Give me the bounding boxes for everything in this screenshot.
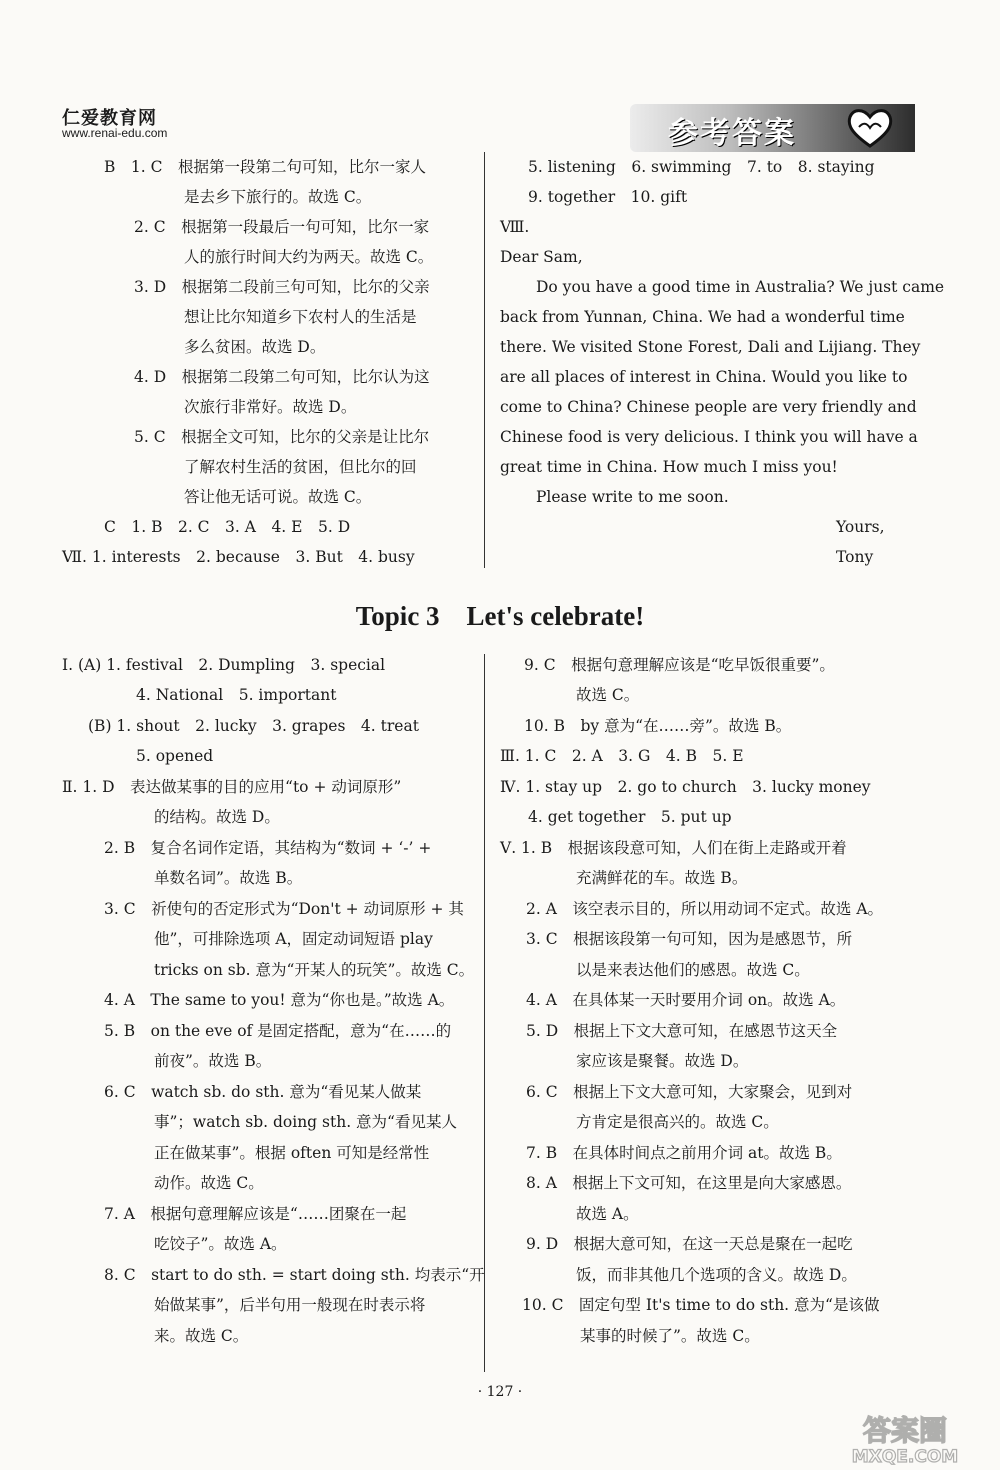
answer-line: 3. C 根据该段第一句可知，因为是感恩节，所	[526, 930, 853, 948]
answer-line: 2. C 根据第一段最后一句可知，比尔一家	[134, 218, 430, 236]
answer-line: 5. B on the eve of 是固定搭配，意为“在……的	[104, 1022, 452, 1040]
answer-line: Ⅲ. 1. C 2. A 3. G 4. B 5. E	[500, 747, 744, 765]
answer-line: 单数名词”。故选 B。	[154, 869, 303, 887]
letter-line: there. We visited Stone Forest, Dali and Lijiang. They	[500, 338, 921, 356]
answer-line: 7. B 在具体时间点之前用介词 at。故选 B。	[526, 1144, 842, 1162]
brand-url: www.renai-edu.com	[62, 126, 168, 140]
page-header	[0, 0, 1000, 150]
answer-line: 3. D 根据第二段前三句可知，比尔的父亲	[134, 278, 430, 296]
answer-line: 事”；watch sb. doing sth. 意为“看见某人	[154, 1113, 457, 1131]
answer-line: 想让比尔知道乡下农村人的生活是	[184, 308, 417, 326]
answer-line: B 1. C 根据第一段第二句可知，比尔一家人	[104, 158, 426, 176]
answer-line: 7. A 根据句意理解应该是“……团聚在一起	[104, 1205, 407, 1223]
watermark-line1: 答案圈	[862, 1414, 948, 1447]
letter-closing: Yours,	[836, 518, 885, 536]
letter-line: are all places of interest in China. Would you like to	[500, 368, 908, 386]
answer-line: 充满鲜花的车。故选 B。	[576, 869, 748, 887]
heart-logo-icon	[845, 106, 895, 150]
answer-line: 2. B 复合名词作定语，其结构为“数词 + ‘-’ +	[104, 839, 432, 857]
answer-line: 饭，而非其他几个选项的含义。故选 D。	[576, 1266, 857, 1284]
answer-line: 方肯定是很高兴的。故选 C。	[576, 1113, 779, 1131]
answer-line: 8. A 根据上下文可知，在这里是向大家感恩。	[526, 1174, 852, 1192]
answer-line: C 1. B 2. C 3. A 4. E 5. D	[104, 518, 351, 536]
answer-line: 故选 C。	[576, 686, 640, 704]
answer-line: 5. listening 6. swimming 7. to 8. staying	[528, 158, 875, 176]
answer-line: 了解农村生活的贫困，但比尔的回	[184, 458, 417, 476]
answer-line: 他”，可排除选项 A，固定动词短语 play	[154, 930, 433, 948]
answer-line: (B) 1. shout 2. lucky 3. grapes 4. treat	[88, 717, 419, 735]
letter-line: back from Yunnan, China. We had a wonderful time	[500, 308, 905, 326]
answer-line: 故选 A。	[576, 1205, 639, 1223]
answer-line: 10. C 固定句型 It's time to do sth. 意为“是该做	[522, 1296, 880, 1314]
answer-line: Ⅴ. 1. B 根据该段意可知，人们在街上走路或开着	[500, 839, 847, 857]
brand-name: 仁爱教育网	[62, 108, 157, 129]
answer-line: 9. together 10. gift	[528, 188, 688, 206]
answer-line: 4. A The same to you! 意为“你也是。”故选 A。	[104, 991, 455, 1009]
answer-line: Ⅷ.	[500, 218, 530, 236]
answer-line: 正在做某事”。根据 often 可知是经常性	[154, 1144, 430, 1162]
answer-line: 5. C 根据全文可知，比尔的父亲是让比尔	[134, 428, 430, 446]
answer-line: Ⅳ. 1. stay up 2. go to church 3. lucky money	[500, 778, 871, 796]
answer-line: 某事的时候了”。故选 C。	[580, 1327, 760, 1345]
answer-line: Ⅶ. 1. interests 2. because 3. But 4. busy	[62, 548, 415, 566]
answer-line: 4. get together 5. put up	[528, 808, 732, 826]
answer-line: Ⅱ. 1. D 表达做某事的目的应用“to + 动词原形”	[62, 778, 402, 796]
answer-line: 答让他无话可说。故选 C。	[184, 488, 372, 506]
letter-line: Please write to me soon.	[536, 488, 729, 506]
answer-line: 次旅行非常好。故选 D。	[184, 398, 357, 416]
letter-line: great time in China. How much I miss you!	[500, 458, 838, 476]
letter-line: Chinese food is very delicious. I think you will have a	[500, 428, 918, 446]
answer-line: 来。故选 C。	[154, 1327, 249, 1345]
letter-greeting: Dear Sam,	[500, 248, 583, 266]
answer-line: 9. D 根据大意可知，在这一天总是聚在一起吃	[526, 1235, 853, 1253]
answer-line: 4. D 根据第二段第二句可知，比尔认为这	[134, 368, 430, 386]
answer-line: Ⅰ. (A) 1. festival 2. Dumpling 3. special	[62, 656, 386, 674]
watermark-logo	[815, 1410, 995, 1466]
answer-line: 多么贫困。故选 D。	[184, 338, 326, 356]
letter-signature: Tony	[836, 548, 874, 566]
letter-line: come to China? Chinese people are very friendly and	[500, 398, 917, 416]
answer-line: 6. C 根据上下文大意可知，大家聚会，见到对	[526, 1083, 853, 1101]
answer-line: 10. B by 意为“在……旁”。故选 B。	[524, 717, 792, 735]
banner-title: 参考答案	[668, 116, 796, 151]
answer-line: 始做某事”，后半句用一般现在时表示将	[154, 1296, 426, 1314]
answer-line: 动作。故选 C。	[154, 1174, 264, 1192]
answer-line: tricks on sb. 意为“开某人的玩笑”。故选 C。	[154, 961, 475, 979]
answer-line: 吃饺子”。故选 A。	[154, 1235, 287, 1253]
answer-line: 以是来表达他们的感恩。故选 C。	[576, 961, 810, 979]
answer-line: 5. opened	[136, 747, 214, 765]
answer-line: 前夜”。故选 B。	[154, 1052, 272, 1070]
answer-line: 6. C watch sb. do sth. 意为“看见某人做某	[104, 1083, 422, 1101]
topic-title: Topic 3 Let's celebrate!	[355, 601, 645, 631]
answer-line: 5. D 根据上下文大意可知，在感恩节这天全	[526, 1022, 838, 1040]
watermark-line2: MXQE.COM	[851, 1447, 959, 1466]
letter-line: Do you have a good time in Australia? We just came	[536, 278, 945, 296]
answer-line: 4. A 在具体某一天时要用介词 on。故选 A。	[526, 991, 846, 1009]
answer-line: 8. C start to do sth. = start doing sth. 均表示“开	[104, 1266, 485, 1284]
answer-line: 人的旅行时间大约为两天。故选 C。	[184, 248, 434, 266]
answer-line: 3. C 祈使句的否定形式为“Don't + 动词原形 + 其	[104, 900, 464, 918]
answer-line: 2. A 该空表示目的，所以用动词不定式。故选 A。	[526, 900, 884, 918]
answer-line: 家应该是聚餐。故选 D。	[576, 1052, 749, 1070]
answer-line: 是去乡下旅行的。故选 C。	[184, 188, 372, 206]
answer-line: 的结构。故选 D。	[154, 808, 280, 826]
top-column-divider	[484, 152, 485, 568]
answer-line: 4. National 5. important	[136, 686, 337, 704]
answer-line: 9. C 根据句意理解应该是“吃早饭很重要”。	[524, 656, 835, 674]
page-number: · 127 ·	[477, 1384, 523, 1400]
